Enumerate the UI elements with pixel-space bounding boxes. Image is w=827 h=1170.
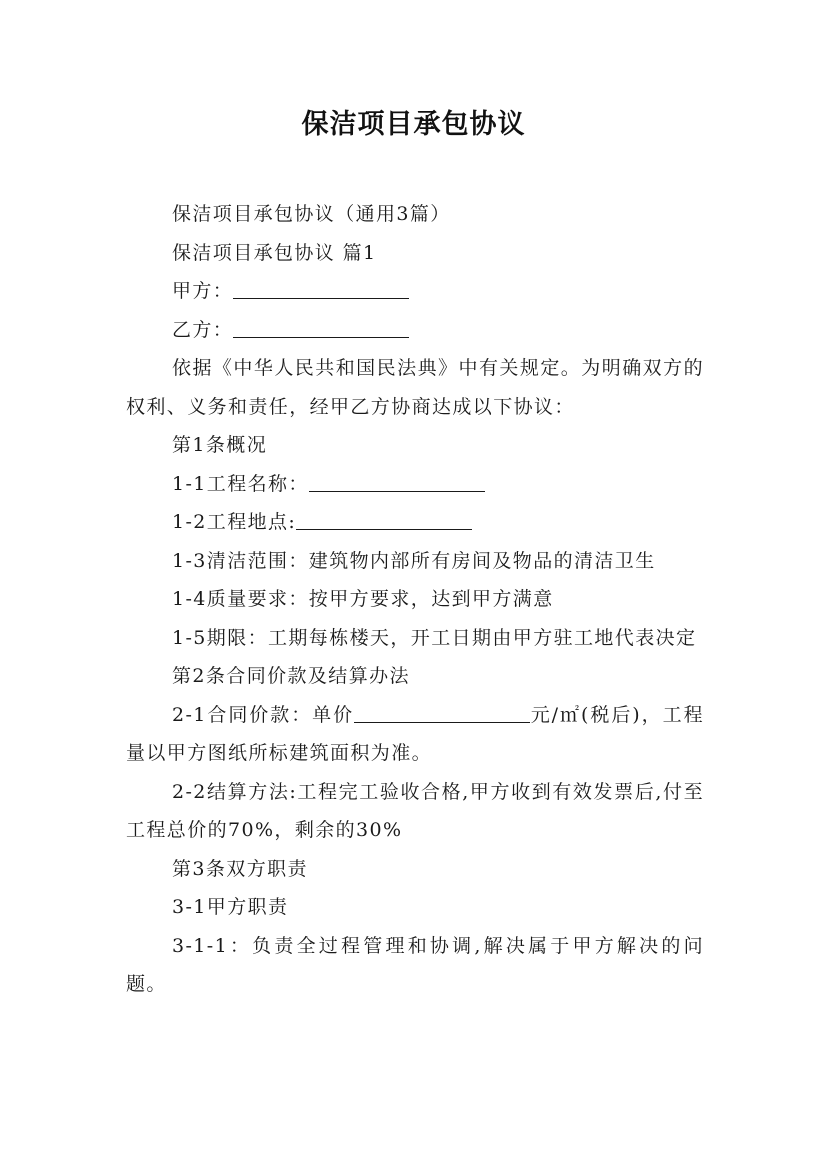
party-b-line (126, 311, 704, 350)
item-2-2: 2-2结算方法:工程完工验收合格,甲方收到有效发票后,付至工程总价的70%，剩余的30% (126, 780, 704, 841)
project-name-blank (309, 467, 485, 492)
article-1-title: 第1条概况 (172, 434, 268, 456)
intro-paragraph: 依据《中华人民共和国民法典》中有关规定。为明确双方的权利、义务和责任，经甲乙方协商达成以下协议： (126, 357, 704, 418)
party-a-line (126, 272, 704, 311)
section-heading: 保洁项目承包协议 篇1 (172, 241, 377, 264)
party-a-blank (233, 274, 409, 299)
item-1-3: 1-3清洁范围：建筑物内部所有房间及物品的清洁卫生 (172, 549, 656, 572)
document-title: 保洁项目承包协议 (301, 109, 526, 140)
unit-price-blank (354, 698, 530, 723)
item-3-1-1: 3-1-1：负责全过程管理和协调,解决属于甲方解决的问题。 (126, 934, 704, 995)
document-subtitle: 保洁项目承包协议（通用3篇） (172, 203, 451, 225)
item-1-2-line (126, 503, 704, 542)
project-location-blank (296, 505, 472, 530)
item-1-2-label: 1-2工程地点: (172, 511, 297, 533)
item-3-1: 3-1甲方职责 (172, 896, 289, 918)
item-2-1-line (126, 696, 704, 773)
party-a-label: 甲方： (172, 280, 234, 302)
article-2-title: 第2条合同价款及结算办法 (172, 665, 410, 687)
document-body (126, 195, 704, 1004)
item-1-1-label: 1-1工程名称： (172, 472, 309, 495)
party-b-blank (233, 313, 409, 338)
item-1-5: 1-5期限：工期每栋楼天，开工日期由甲方驻工地代表决定 (172, 626, 697, 649)
item-2-1-prefix: 2-1合同价款：单价 (172, 703, 355, 726)
party-b-label: 乙方： (172, 318, 234, 341)
article-3-title: 第3条双方职责 (172, 857, 308, 880)
item-2-1-suffix: 元/㎡(税后)，工程量以甲方图纸所标建筑面积为准。 (126, 703, 704, 764)
item-1-4: 1-4质量要求：按甲方要求，达到甲方满意 (172, 588, 554, 610)
item-1-1-line (126, 465, 704, 504)
